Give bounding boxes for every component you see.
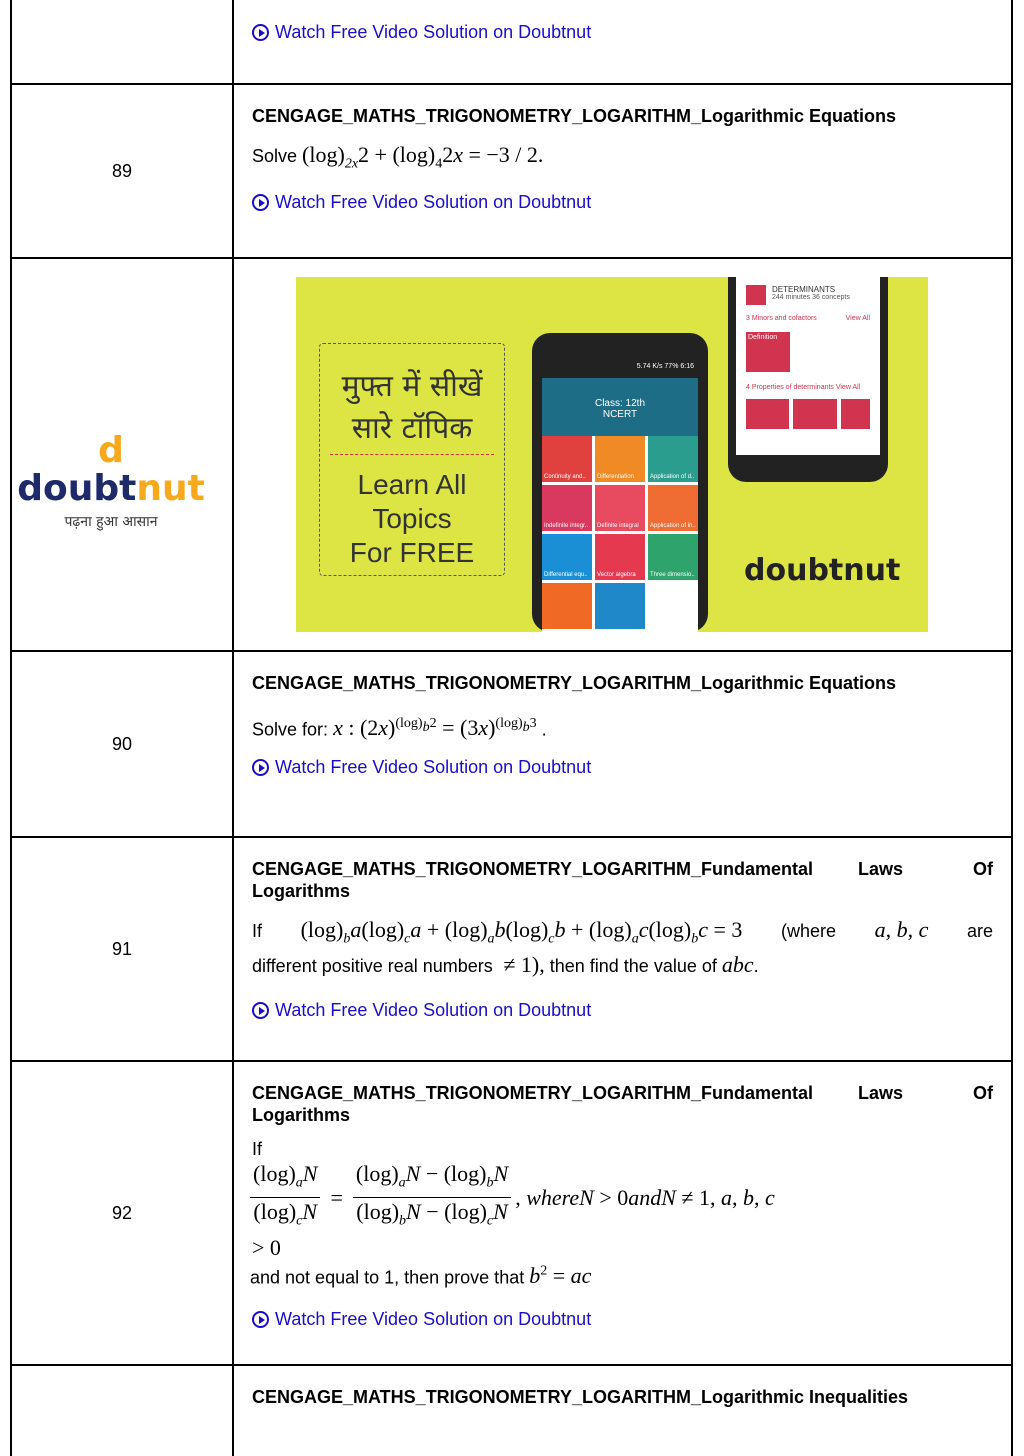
question-number: 92 — [12, 1062, 234, 1364]
table-row — [10, 1366, 1013, 1456]
question-title: CENGAGE_MATHS_TRIGONOMETRY_LOGARITHM_Fundamental Laws Of — [252, 1083, 993, 1103]
question-text: If $(\log)_ba(\log)_ca + (\log)_ab(\log)_cb + (\log)_ac(\log)_bc = 3$ (where a, b, c are — [252, 917, 993, 947]
subject-tile: Definite integral — [595, 485, 645, 531]
question-title: CENGAGE_MATHS_TRIGONOMETRY_LOGARITHM_Logarithmic Inequalities — [252, 1387, 909, 1407]
promo-banner[interactable] — [296, 277, 928, 632]
if-label: If — [252, 1139, 263, 1159]
question-number-cell — [12, 0, 234, 83]
play-icon — [252, 194, 269, 211]
table-row — [10, 1062, 1013, 1366]
watch-video-link[interactable]: Watch Free Video Solution on Doubtnut — [252, 757, 993, 778]
subject-tile: Application of in.. — [648, 485, 698, 531]
subject-tile: Vector algebra — [595, 534, 645, 580]
table-row — [10, 652, 1013, 838]
question-cell — [234, 838, 1011, 1060]
table-row — [10, 85, 1013, 259]
subject-tile — [648, 583, 698, 629]
play-icon — [252, 759, 269, 776]
question-number: 89 — [12, 85, 234, 257]
question-table — [10, 0, 1013, 1448]
question-cell — [234, 0, 1011, 83]
play-icon — [252, 24, 269, 41]
question-title: CENGAGE_MATHS_TRIGONOMETRY_LOGARITHM_Logarithmic Equations — [252, 673, 897, 693]
play-icon — [252, 1311, 269, 1328]
question-number: 91 — [12, 838, 234, 1060]
play-icon — [252, 1002, 269, 1019]
phone-mockup-2: DETERMINANTS 244 minutes 36 concepts 3 Minors and cofactors View All Definition 4 Properties of determinants View All — [728, 277, 888, 482]
equation: $\frac{(\log)_aN}{(\log)_cN}$ = $\frac{(\log)_aN - (\log)_bN}{(\log)_bN - (\log)_cN}$ , whereN > 0andN ≠ 1, a, b, c — [246, 1160, 993, 1236]
promo-text-box: मुफ्त में सीखें सारे टॉपिक Learn All Topics For FREE — [319, 343, 505, 576]
question-number: 90 — [12, 652, 234, 836]
question-cell — [234, 1366, 1011, 1456]
question-text: Solve for: x : $(2x)^{(log)_b2} = (3x)^{(log)_b3}$ . — [252, 715, 547, 741]
table-row — [10, 0, 1013, 85]
subject-tile: Three dimensio.. — [648, 534, 698, 580]
watch-video-link[interactable]: Watch Free Video Solution on Doubtnut — [252, 1309, 993, 1330]
subject-tile: Differential equ.. — [542, 534, 592, 580]
subject-tile: Differentiation — [595, 436, 645, 482]
question-title: CENGAGE_MATHS_TRIGONOMETRY_LOGARITHM_Fundamental Laws Of — [252, 859, 993, 879]
question-number-cell — [12, 1366, 234, 1456]
question-title-line2: Logarithms — [252, 881, 351, 901]
table-row — [10, 838, 1013, 1062]
subject-tile: Indefinite integr.. — [542, 485, 592, 531]
subject-tile: Application of d.. — [648, 436, 698, 482]
subject-tile: Continuity and.. — [542, 436, 592, 482]
subject-tile — [595, 583, 645, 629]
doubtnut-logo: d doubtnut पढ़ना हुआ आसान — [17, 430, 205, 530]
subject-tile — [542, 583, 592, 629]
phone-mockup: 5.74 K/s 77% 6:16 Class: 12th NCERT Continuity and.. Differentiation Application of d.. Indefinite integr.. Definite integral Application of in.. Differential equ.. Vector algebra Three dimensio.. — [532, 333, 708, 632]
question-text: Solve $(\log)_{2x}2 + (\log)_42x = -3 / 2$. — [252, 142, 544, 172]
watch-video-link[interactable]: Watch Free Video Solution on Doubtnut — [252, 22, 993, 43]
question-title-line2: Logarithms — [252, 1105, 351, 1125]
question-title: CENGAGE_MATHS_TRIGONOMETRY_LOGARITHM_Logarithmic Equations — [252, 106, 897, 126]
question-cell — [234, 652, 1011, 836]
banner-logo: doubtnut — [744, 553, 901, 588]
watch-video-link[interactable]: Watch Free Video Solution on Doubtnut — [252, 192, 993, 213]
watch-video-link[interactable]: Watch Free Video Solution on Doubtnut — [252, 1000, 993, 1021]
question-text-tail: and not equal to 1, then prove that $b^2$ = ac — [250, 1263, 592, 1289]
question-text-line2: different positive real numbers ≠ 1), then find the value of abc. — [252, 952, 759, 978]
question-cell: CENGAGE_MATHS_TRIGONOMETRY_LOGARITHM_Fundamental Laws Of Logarithms If $\frac{(\log)_aN}{(\log)_cN}$ = $\frac{(\log)_aN - (\log)_bN}{(\log)_bN - (\log)_cN}$ , whereN > 0andN ≠ 1, a, b, c > 0 and not equal to 1, then prove that $b^2$ = ac Watch Free Video Solution on Doubtnut — [234, 1062, 1011, 1364]
question-cell — [234, 85, 1011, 257]
